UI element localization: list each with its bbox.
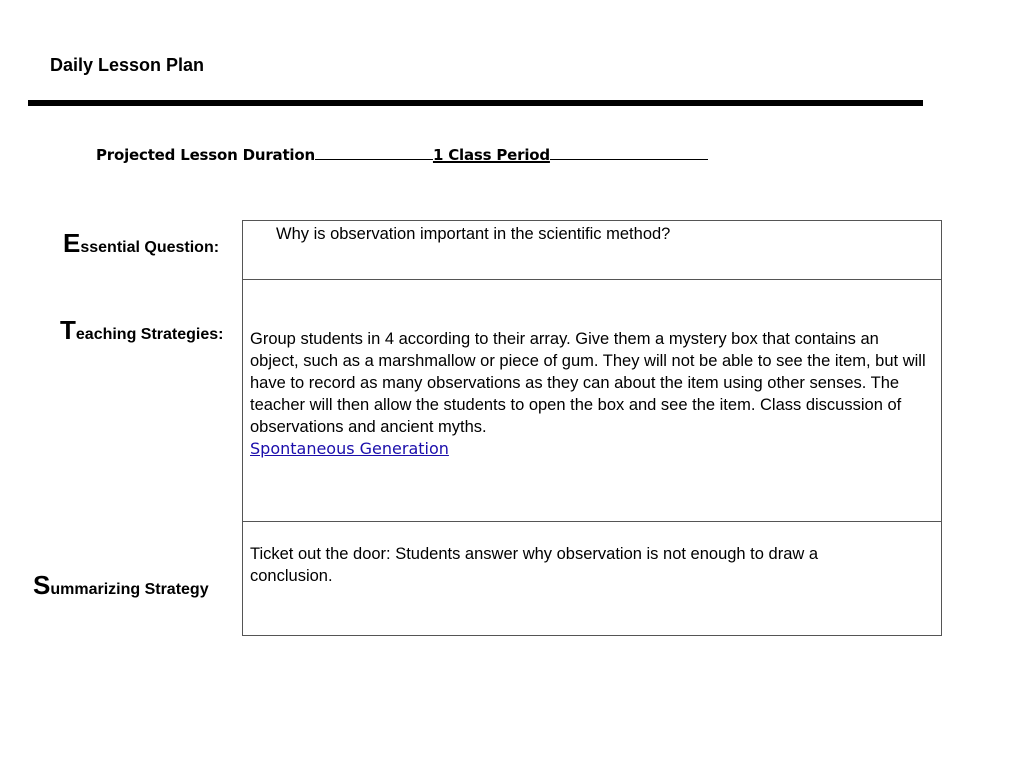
essential-question-text: Why is observation important in the scientific method? [276, 225, 671, 243]
lesson-plan-table [242, 220, 942, 636]
label-initial: T [60, 315, 76, 345]
duration-label: Projected Lesson Duration [96, 146, 315, 164]
essential-question-cell [243, 221, 942, 280]
title-divider [28, 100, 923, 106]
table-row [243, 522, 942, 636]
table-row [243, 280, 942, 522]
label-text: ummarizing Strategy [50, 581, 209, 598]
essential-question-label [63, 228, 219, 259]
summarizing-strategy-text: Ticket out the door: Students answer why observation is not enough to draw a conclusion. [250, 545, 819, 585]
duration-value: 1 Class Period [432, 146, 550, 164]
duration-blank-line [550, 143, 708, 160]
teaching-strategies-label [60, 315, 224, 346]
label-initial: E [63, 228, 81, 258]
page-title: Daily Lesson Plan [50, 55, 205, 75]
lesson-duration [96, 143, 708, 164]
label-text: ssential Question: [80, 239, 220, 256]
teaching-strategies-cell [243, 280, 942, 522]
spontaneous-generation-link[interactable]: Spontaneous Generation [250, 439, 449, 458]
label-initial: S [33, 570, 51, 600]
teaching-strategies-text: Group students in 4 according to their array. Give them a mystery box that contains an object, such as a marshmallow or piece of gum. They will not be able to see the item, but will have to record as many observations as they can about the item using other senses. The teacher will then allow the students to open the box and see the item. Class discussion of observations and ancient myths. [250, 330, 926, 436]
summarizing-strategy-label [33, 570, 209, 601]
table-row [243, 221, 942, 280]
label-text: eaching Strategies: [75, 326, 224, 343]
summarizing-strategy-cell [243, 522, 942, 636]
duration-blank-line [315, 143, 433, 160]
